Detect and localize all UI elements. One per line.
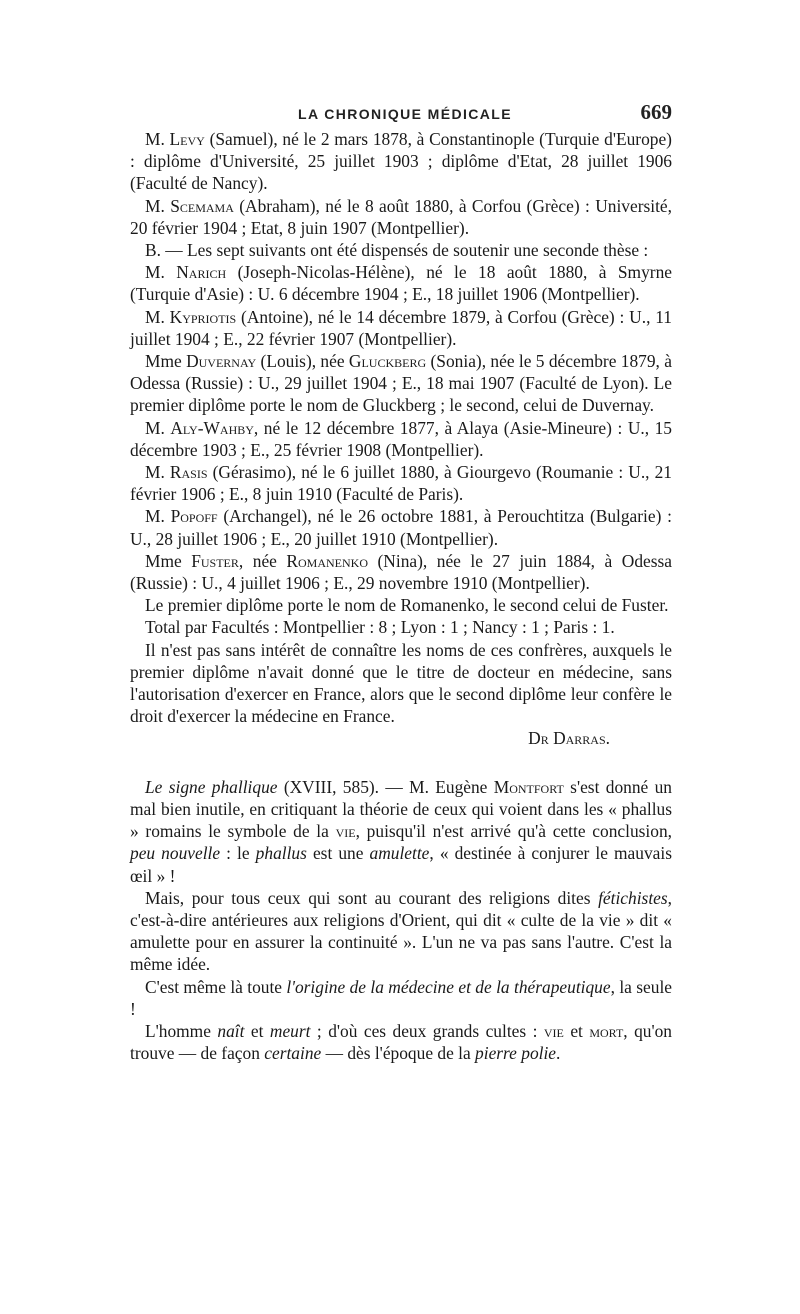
signature: Dr Darras. [528, 728, 610, 749]
entry-duvernay: Mme Duvernay (Louis), née Gluckberg (Sonia), née le 5 décembre 1879, à Odessa (Russie) : U., 29 juillet 1904 ; E., 18 mai 1907 (Faculté de Lyon). Le premier diplôme porte le nom de Gluckberg ; le second, celui de Duvernay. [130, 351, 672, 416]
totals-by-faculty: Total par Facultés : Montpellier : 8 ; Lyon : 1 ; Nancy : 1 ; Paris : 1. [145, 617, 615, 638]
article-paragraph-4: L'homme naît et meurt ; d'où ces deux grands cultes : vie et mort, qu'on trouve — de façon certaine — dès l'époque de la pierre polie. [130, 1020, 672, 1064]
surname: Narich [176, 262, 227, 283]
signature-name: Darras. [553, 728, 610, 749]
surname: Duvernay [186, 351, 257, 372]
body-text [130, 128, 672, 1064]
article-title: Le signe phallique [145, 776, 278, 797]
surname: Scemama [170, 195, 234, 216]
closing-paragraph: Il n'est pas sans intérêt de connaître les noms de ces confrères, auxquels le premier diplôme n'avait donné que le titre de docteur en médecine, sans l'autorisation d'exercer en France, alors que le second diplôme leur confère le droit d'exercer la médecine en France. [130, 639, 672, 727]
surname: Aly-Wahby [170, 417, 254, 438]
maiden-name: Gluckberg [348, 351, 427, 372]
surname: Montfort [493, 776, 564, 797]
surname: Popoff [170, 506, 218, 527]
entry-fuster: Mme Fuster, née Romanenko (Nina), née le 27 juin 1884, à Odessa (Russie) : U., 4 juillet 1906 ; E., 29 novembre 1910 (Montpellier). [130, 550, 672, 594]
entry-scemama: M. Scemama (Abraham), né le 8 août 1880, à Corfou (Grèce) : Université, 20 février 1904 ; Etat, 8 juin 1907 (Montpellier). [130, 195, 672, 238]
entry-aly-wahby: M. Aly-Wahby, né le 12 décembre 1877, à Alaya (Asie-Mineure) : U., 15 décembre 1903 ; E., 25 février 1908 (Montpellier). [130, 417, 672, 460]
section-b-heading: B. — Les sept suivants ont été dispensés de soutenir une seconde thèse : [145, 240, 649, 261]
article-paragraph-1: Le signe phallique (XVIII, 585). — M. Eugène Montfort s'est donné un mal bien inutile, en critiquant la théorie de ceux qui voient dans les « phallus » romains le symbole de la vie, puisqu'il n'est arrivé qu'à cette conclusion, peu nouvelle : le phallus est une amulette, « destinée à conjurer le mauvais œil » ! [130, 776, 672, 886]
surname: Levy [169, 129, 205, 149]
entry-popoff: M. Popoff (Archangel), né le 26 octobre 1881, à Perouchtitza (Bulgarie) : U., 28 juillet 1906 ; E., 20 juillet 1910 (Montpellier). [130, 506, 672, 549]
surname: Rasis [169, 462, 208, 483]
running-title: LA CHRONIQUE MÉDICALE [298, 106, 512, 122]
page-number: 669 [640, 100, 672, 124]
article-paragraph-3: C'est même là toute l'origine de la médecine et de la thérapeutique, la seule ! [130, 976, 672, 1019]
surname: Kypriotis [169, 306, 237, 327]
surname: Fuster [191, 550, 239, 571]
page-header [130, 100, 672, 128]
maiden-name: Romanenko [286, 550, 369, 571]
article-paragraph-2: Mais, pour tous ceux qui sont au courant des religions dites fétichistes, c'est-à-dire antérieures aux religions d'Orient, qui dit « culte de la vie » dit « amulette pour en assurer la continuité ». L'un ne va pas sans l'autre. C'est la même idée. [130, 887, 672, 975]
section-gap [130, 750, 672, 776]
entry-rasis: M. Rasis (Gérasimo), né le 6 juillet 1880, à Giourgevo (Roumanie : U., 21 février 1906 ; E., 8 juin 1910 (Faculté de Paris). [130, 462, 672, 505]
fuster-note: Le premier diplôme porte le nom de Romanenko, le second celui de Fuster. [145, 595, 669, 616]
entry-levy: M. Levy (Samuel), né le 2 mars 1878, à Constantinople (Turquie d'Europe) : diplôme d'Université, 25 juillet 1903 ; diplôme d'Etat, 28 juillet 1906 (Faculté de Nancy). [130, 129, 672, 194]
entry-narich: M. Narich (Joseph-Nicolas-Hélène), né le 18 août 1880, à Smyrne (Turquie d'Asie) : U. 6 décembre 1904 ; E., 18 juillet 1906 (Montpellier). [130, 262, 672, 305]
entry-kypriotis: M. Kypriotis (Antoine), né le 14 décembre 1879, à Corfou (Grèce) : U., 11 juillet 1904 ; E., 22 février 1907 (Montpellier). [130, 306, 672, 349]
